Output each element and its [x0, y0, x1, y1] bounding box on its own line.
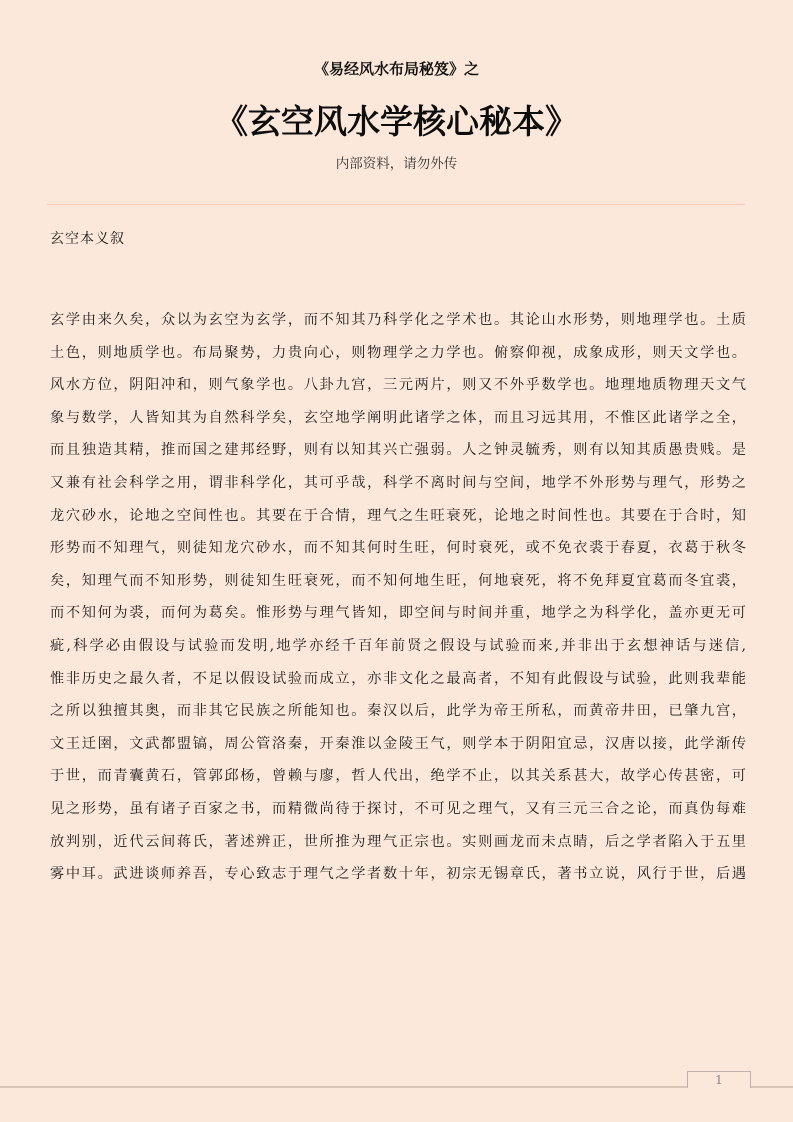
body-paragraph — [50, 304, 746, 891]
body-line: 风水方位，阴阳冲和，则气象学也。八卦九宫，三元两片，则又不外乎数学也。地理地质物理天文气 — [50, 377, 746, 394]
body-line: 于世，而青囊黄石，管郭邱杨，曾赖与廖，哲人代出，绝学不止，以其关系甚大，故学心传甚密，可 — [50, 768, 746, 785]
document-title: 《玄空风水学核心秘本》 — [215, 102, 578, 141]
page-number: 1 — [687, 1071, 751, 1088]
body-line: 而且独造其精，推而国之建邦经野，则有以知其兴亡强弱。人之钟灵毓秀，则有以知其质愚贵贱。是 — [50, 442, 746, 459]
body-line: 矣，知理气而不知形势，则徒知生旺衰死，而不知何地生旺，何地衰死，将不免拜夏宜葛而冬宜裘， — [50, 572, 746, 589]
body-line: 疵,科学必由假设与试验而发明,地学亦经千百年前贤之假设与试验而来,并非出于玄想神话与迷信, — [50, 637, 746, 654]
body-line: 土色，则地质学也。布局聚势，力贵向心，则物理学之力学也。俯察仰视，成象成形，则天文学也。 — [50, 344, 746, 361]
footer-rule — [0, 1086, 687, 1088]
body-line: 又兼有社会科学之用，谓非科学化，其可乎哉，科学不离时间与空间，地学不外形势与理气，形势之 — [50, 474, 746, 491]
body-line: 雾中耳。武进谈师养吾，专心致志于理气之学者数十年，初宗无锡章氏，著书立说，风行于世，后遇 — [50, 866, 746, 883]
body-line: 惟非历史之最久者，不足以假设试验而成立，亦非文化之最高者，不知有此假设与试验，此则我辈能 — [50, 670, 746, 687]
footer-rule — [751, 1086, 793, 1088]
body-line: 文王迁圉，文武都盟镐，周公管洛秦，开秦淮以金陵王气，则学本于阴阳宜忌，汉唐以接，此学渐传 — [50, 735, 746, 752]
body-line: 形势而不知理气，则徒知龙穴砂水，而不知其何时生旺，何时衰死，或不免衣裘于春夏，衣葛于秋冬 — [50, 540, 746, 557]
header-divider — [47, 204, 745, 205]
body-line: 象与数学，人皆知其为自然科学矣，玄空地学阐明此诸学之体，而且习远其用，不惟区此诸学之全， — [50, 409, 746, 426]
body-line: 之所以独擅其奥，而非其它民族之所能知也。秦汉以后，此学为帝王所私，而黄帝井田，已肇九宫， — [50, 703, 746, 720]
series-title: 《易经风水布局秘笈》之 — [313, 60, 479, 78]
confidential-notice: 内部资料，请勿外传 — [335, 156, 458, 172]
body-line: 龙穴砂水，论地之空间性也。其要在于合情，理气之生旺衰死，论地之时间性也。其要在于合时，知 — [50, 507, 746, 524]
body-line: 玄学由来久矣，众以为玄空为玄学，而不知其乃科学化之学术也。其论山水形势，则地理学也。土质 — [50, 312, 746, 328]
body-line: 而不知何为裘，而何为葛矣。惟形势与理气皆知，即空间与时间并重，地学之为科学化，盖亦更无可 — [50, 605, 746, 622]
body-line: 放判别，近代云间蒋氏，著述辨正，世所推为理气正宗也。实则画龙而未点睛，后之学者陷入于五里 — [50, 833, 746, 850]
section-heading: 玄空本义叙 — [50, 231, 125, 247]
body-line: 见之形势，虽有诸子百家之书，而精微尚待于探讨，不可见之理气，又有三元三合之论，而真伪每难 — [50, 800, 746, 817]
